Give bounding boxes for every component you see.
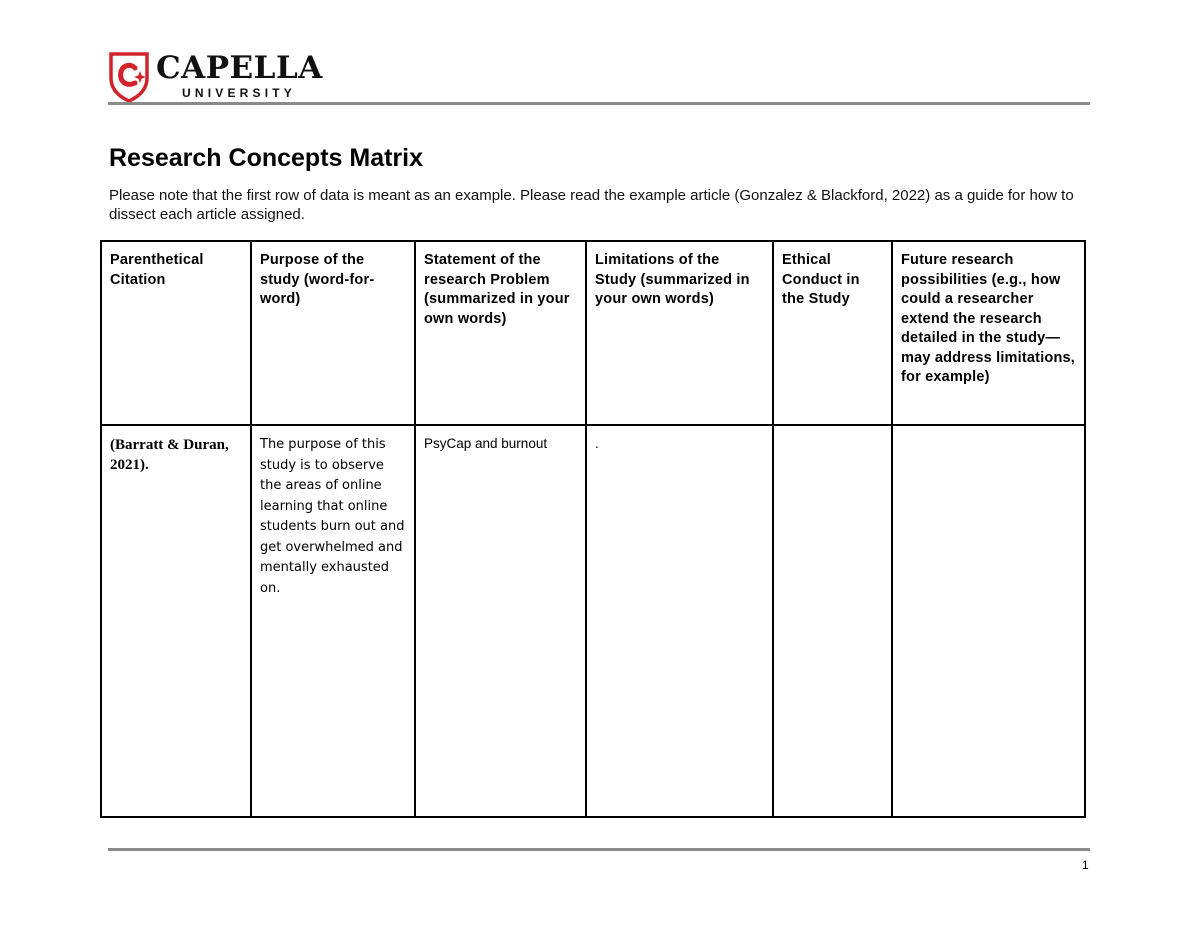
header-ethical: Ethical Conduct in the Study — [773, 241, 892, 425]
research-matrix-table — [100, 240, 1086, 818]
header-citation: Parenthetical Citation — [101, 241, 251, 425]
logo-subtitle: UNIVERSITY — [182, 86, 297, 100]
instruction-note: Please note that the first row of data is meant as an example. Please read the example article (Gonzalez & Blackford, 2022) as a guide for how to dissect each article assigned. — [109, 187, 1074, 223]
cell-future — [892, 425, 1085, 817]
footer-rule — [108, 848, 1090, 851]
header-rule — [108, 102, 1090, 105]
capella-shield-icon — [108, 52, 150, 102]
header-problem: Statement of the research Problem (summarized in your own words) — [415, 241, 586, 425]
table-row — [101, 425, 1085, 817]
document-title: Research Concepts Matrix — [109, 144, 424, 172]
capella-logo — [108, 52, 323, 102]
cell-ethical — [773, 425, 892, 817]
header-row — [101, 241, 1085, 425]
page-number: 1 — [1082, 858, 1089, 872]
header-purpose: Purpose of the study (word-for-word) — [251, 241, 415, 425]
header-limitations: Limitations of the Study (summarized in your own words) — [586, 241, 773, 425]
logo-name: CAPELLA — [156, 50, 323, 86]
cell-problem: PsyCap and burnout — [415, 425, 586, 817]
header-future: Future research possibilities (e.g., how could a researcher extend the research detailed in the study—may address limitations, for example) — [892, 241, 1085, 425]
cell-citation: (Barratt & Duran, 2021). — [101, 425, 251, 817]
cell-limitations: . — [586, 425, 773, 817]
cell-purpose: The purpose of this study is to observe the areas of online learning that online students burn out and get overwhelmed and mentally exhausted on. — [251, 425, 415, 817]
